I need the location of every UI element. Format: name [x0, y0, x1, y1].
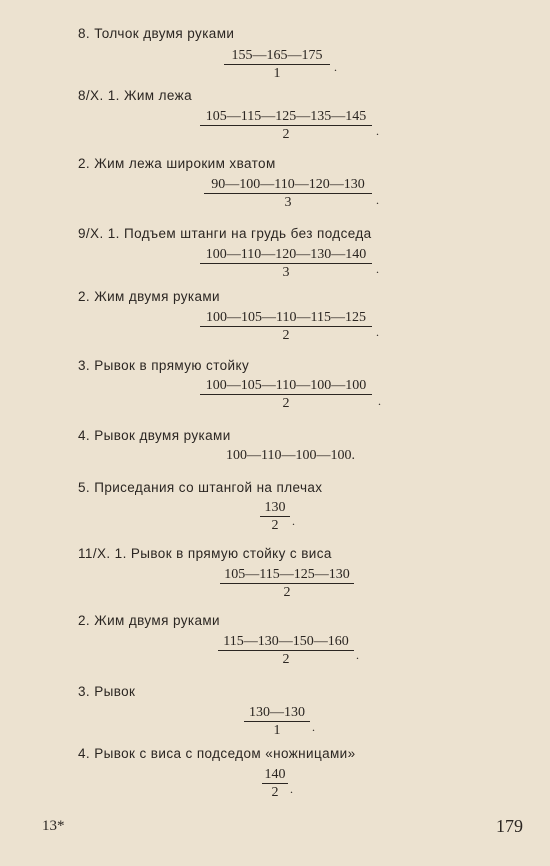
exercise-label: 2. Жим лежа широким хватом [78, 156, 276, 171]
exercise-fraction [224, 48, 330, 82]
fraction-numerator: 115—130—150—160 [223, 634, 349, 649]
page-number: 179 [496, 816, 523, 836]
fraction-numerator: 130—130 [249, 705, 305, 720]
exercise-fraction [218, 634, 354, 668]
exercise-result: 100—110—100—100. [226, 448, 355, 463]
period-mark: . [334, 60, 337, 74]
period-mark: . [376, 193, 379, 207]
exercise-fraction [200, 109, 372, 143]
exercise-fraction [220, 567, 354, 601]
exercise-fraction [200, 310, 372, 344]
period-mark: . [356, 648, 359, 662]
period-mark: . [312, 720, 315, 734]
period-mark: . [378, 394, 381, 408]
exercise-label: 3. Рывок [78, 684, 136, 699]
period-mark: . [376, 325, 379, 339]
fraction-numerator: 105—115—125—135—145 [205, 109, 367, 124]
fraction-denominator: 2 [262, 783, 288, 801]
exercise-fraction [262, 767, 288, 801]
fraction-denominator: 2 [200, 326, 372, 344]
fraction-denominator: 3 [204, 193, 372, 211]
fraction-denominator: 1 [224, 64, 330, 82]
exercise-fraction [244, 705, 310, 739]
fraction-numerator: 155—165—175 [231, 48, 323, 63]
period-mark: . [376, 124, 379, 138]
fraction-denominator: 2 [200, 125, 372, 143]
signature-mark: 13* [42, 818, 65, 834]
fraction-numerator: 100—110—120—130—140 [205, 247, 367, 262]
fraction-numerator: 100—105—110—100—100 [205, 378, 367, 393]
exercise-fraction [200, 378, 372, 412]
fraction-numerator: 130 [264, 500, 286, 515]
exercise-label: 9/X. 1. Подъем штанги на грудь без подседа [78, 226, 372, 241]
fraction-denominator: 1 [244, 721, 310, 739]
exercise-label: 3. Рывок в прямую стойку [78, 358, 250, 373]
exercise-fraction [200, 247, 372, 281]
fraction-numerator: 140 [264, 767, 286, 782]
fraction-numerator: 105—115—125—130 [224, 567, 350, 582]
period-mark: . [376, 262, 379, 276]
fraction-denominator: 3 [200, 263, 372, 281]
period-mark: . [292, 514, 295, 528]
fraction-numerator: 100—105—110—115—125 [206, 310, 366, 325]
exercise-label: 5. Приседания со штангой на плечах [78, 480, 323, 495]
period-mark: . [290, 782, 293, 796]
fraction-numerator: 90—100—110—120—130 [211, 177, 365, 192]
fraction-denominator: 2 [260, 516, 290, 534]
exercise-label: 2. Жим двумя руками [78, 613, 220, 628]
fraction-denominator: 2 [220, 583, 354, 601]
exercise-label: 8/X. 1. Жим лежа [78, 88, 192, 103]
exercise-label: 8. Толчок двумя руками [78, 26, 235, 41]
exercise-fraction [260, 500, 290, 534]
exercise-fraction [204, 177, 372, 211]
exercise-label: 4. Рывок двумя руками [78, 428, 231, 443]
exercise-label: 2. Жим двумя руками [78, 289, 220, 304]
exercise-label: 11/X. 1. Рывок в прямую стойку с виса [78, 546, 332, 561]
exercise-label: 4. Рывок с виса с подседом «ножницами» [78, 746, 356, 761]
fraction-denominator: 2 [218, 650, 354, 668]
fraction-denominator: 2 [200, 394, 372, 412]
